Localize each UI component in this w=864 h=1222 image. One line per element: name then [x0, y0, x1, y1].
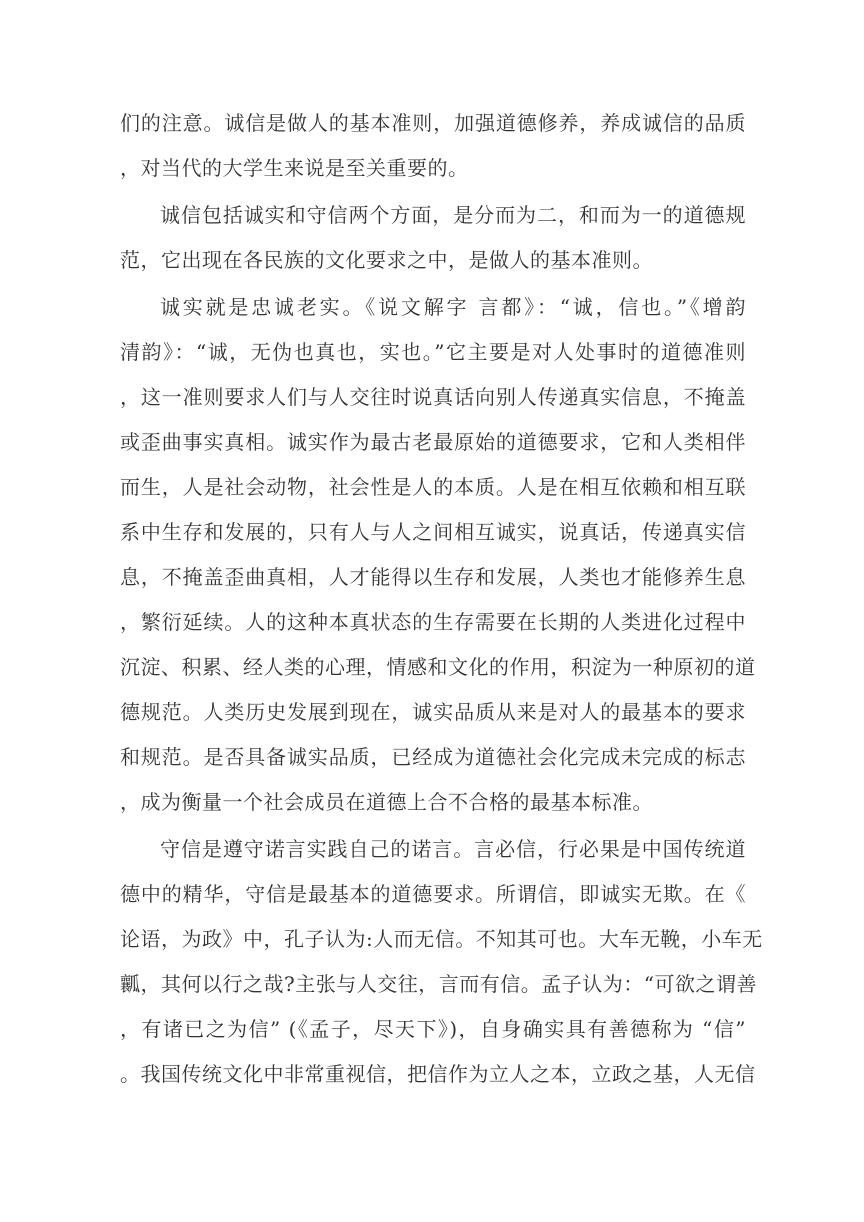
text-line: 德中的精华，守信是最基本的道德要求。所谓信，即诚实无欺。在《	[120, 882, 746, 906]
text-line: ，这一准则要求人们与人交往时说真话向别人传递真实信息，不掩盖	[120, 385, 746, 409]
text-line: 系中生存和发展的，只有人与人之间相互诚实，说真话，传递真实信	[120, 520, 746, 544]
text-line: 息，不掩盖歪曲真相，人才能得以生存和发展，人类也才能修养生息	[120, 565, 746, 589]
text-line: 德规范。人类历史发展到现在，诚实品质从来是对人的最基本的要求	[120, 700, 746, 724]
paragraph	[120, 285, 756, 825]
paragraph	[120, 101, 746, 191]
text-line: ，成为衡量一个社会成员在道德上合不合格的最基本标准。	[120, 790, 653, 814]
text-line: 范，它出现在各民族的文化要求之中，是做人的基本准则。	[120, 248, 653, 272]
text-line: 守信是遵守诺言实践自己的诺言。言必信，行必果是中国传统道	[160, 837, 746, 861]
text-line: 清韵》：“诚，无伪也真也，实也。”它主要是对人处事时的道德准则	[120, 340, 746, 364]
text-line: 而生，人是社会动物，社会性是人的本质。人是在相互依赖和相互联	[120, 475, 746, 499]
text-line: 。我国传统文化中非常重视信，把信作为立人之本，立政之基，人无信	[120, 1062, 756, 1086]
text-line: 论语，为政》中，孔子认为:人而无信。不知其可也。大车无鞔，小车无	[120, 927, 763, 951]
text-line: 或歪曲事实真相。诚实作为最古老最原始的道德要求，它和人类相伴	[120, 430, 746, 454]
text-line: ，有诸已之为信” (《孟子，尽天下》)，自身确实具有善德称为 “信”	[120, 1017, 746, 1041]
text-line: 诚信包括诚实和守信两个方面，是分而为二，和而为一的道德规	[160, 203, 746, 227]
text-line: ，对当代的大学生来说是至关重要的。	[120, 156, 469, 180]
text-line: 诚实就是忠诚老实。《说文解字 言都》：“诚，信也。”《增韵	[160, 295, 746, 319]
text-line: ，繁衍延续。人的这种本真状态的生存需要在长期的人类进化过程中	[120, 610, 746, 634]
paragraph	[120, 827, 763, 1097]
paragraph	[120, 193, 746, 283]
text-line: 沉淀、积累、经人类的心理，情感和文化的作用，积淀为一种原初的道	[120, 655, 756, 679]
text-line: 瓤，其何以行之哉?主张与人交往，言而有信。孟子认为：“可欲之谓善	[120, 972, 757, 996]
text-line: 和规范。是否具备诚实品质，已经成为道德社会化完成未完成的标志	[120, 745, 746, 769]
text-line: 们的注意。诚信是做人的基本准则，加强道德修养，养成诚信的品质	[120, 111, 746, 135]
